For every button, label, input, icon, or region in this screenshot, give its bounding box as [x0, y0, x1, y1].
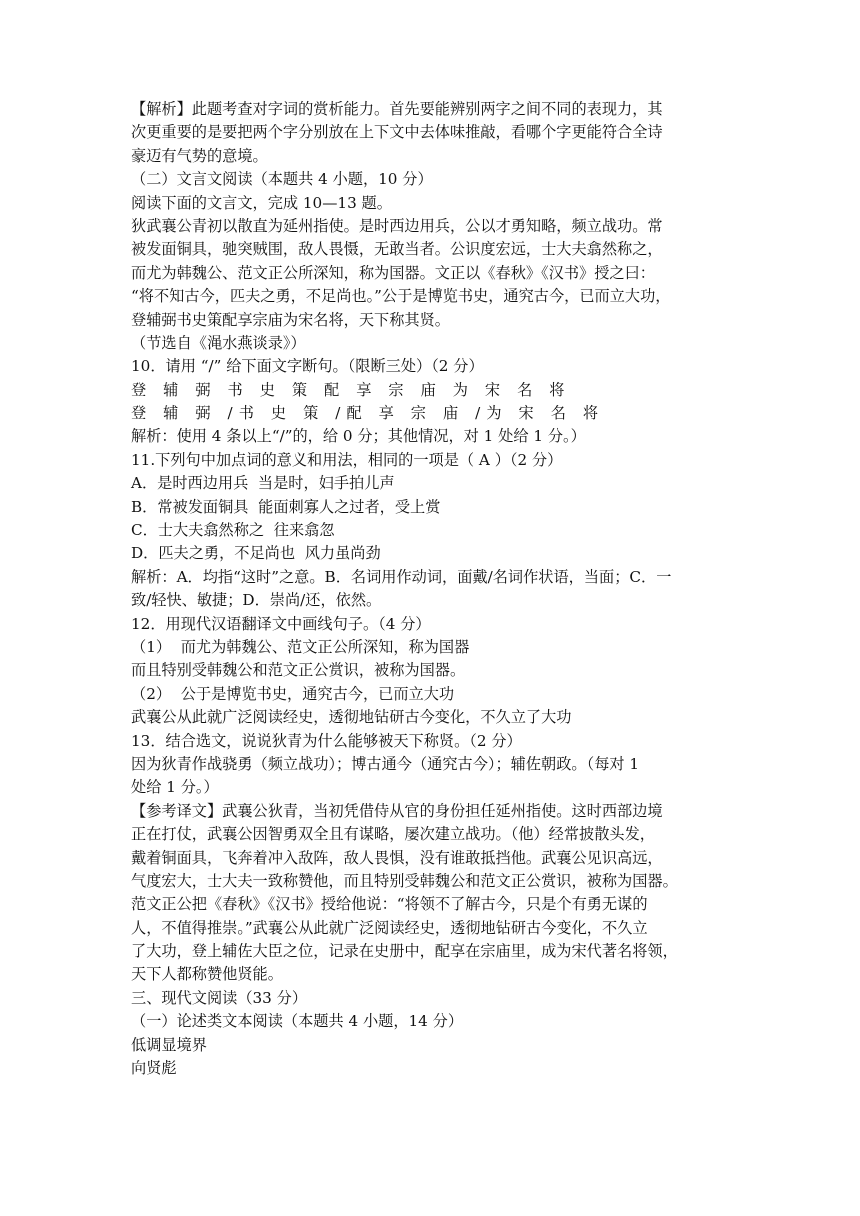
passage-line: 登辅弼书史策配享宗庙为宋名将，天下称其贤。 [131, 310, 450, 329]
section-heading: （二）文言文阅读（本题共 4 小题，10 分） [131, 170, 433, 189]
analysis-line: 解析：A．均指“这时”之意。B．名词用作动词，面戴/名词作状语，当面；C．一 [131, 567, 672, 586]
text-line: 豪迈有气势的意境。 [131, 146, 268, 165]
option-a: A．是时西边用兵 当是时，妇手拍儿声 [131, 474, 395, 493]
text-line: 阅读下面的文言文，完成 10—13 题。 [131, 193, 392, 212]
source-note: （节选自《渑水燕谈录》） [131, 333, 306, 352]
question-12: 12．用现代汉语翻译文中画线句子。（4 分） [131, 614, 431, 633]
question-11: 11.下列句中加点词的意义和用法，相同的一项是（ A ）（2 分） [131, 450, 563, 469]
section-heading: 三、现代文阅读（33 分） [131, 988, 308, 1007]
article-author: 向贤彪 [131, 1059, 177, 1078]
translation-line: 了大功，登上辅佐大臣之位，记录在史册中，配享在宗庙里，成为宋代著名将领， [131, 942, 678, 961]
text-line: 次更重要的是要把两个字分别放在上下文中去体味推敲，看哪个字更能符合全诗 [131, 123, 663, 142]
text-line: 【解析】此题考查对字词的赏析能力。首先要能辨别两字之间不同的表现力，其 [131, 100, 663, 118]
translation-line: 范文正公把《春秋》《汉书》授给他说：“将领不了解古今，只是个有勇无谋的 [131, 895, 648, 914]
article-title: 低调显境界 [131, 1035, 207, 1054]
passage-line: 狄武襄公青初以散直为延州指使。是时西边用兵，公以才勇知略，频立战功。常 [131, 216, 663, 235]
analysis-line: 解析：使用 4 条以上“/”的，给 0 分；其他情况，对 1 处给 1 分。） [131, 427, 586, 446]
translation-line: 气度宏大，士大夫一致称赞他，而且特别受韩魏公和范文正公赏识，被称为国器。 [131, 871, 678, 890]
translation-line: 人，不值得推崇。”武襄公从此就广泛阅读经史，透彻地钻研古今变化，不久立 [131, 918, 648, 937]
document-page [131, 98, 739, 1080]
translation-line: 天下人都称赞他贤能。 [131, 965, 283, 984]
answer-line: 而且特别受韩魏公和范文正公赏识，被称为国器。 [131, 661, 466, 680]
question-10: 10．请用 “/” 给下面文字断句。（限断三处）（2 分） [131, 357, 484, 376]
passage-line: 被发面铜具，驰突贼围，敌人畏慑，无敢当者。公识度宏远，士大夫翕然称之， [131, 240, 663, 259]
question-10-text: 登 辅 弼 书 史 策 配 享 宗 庙 为 宋 名 将 [131, 380, 571, 399]
question-12-item-2: （2） 公于是博览书史，通究古今，已而立大功 [131, 684, 455, 703]
answer-line: 因为狄青作战骁勇（频立战功）；博古通今（通究古今）；辅佐朝政。（每对 1 [131, 754, 640, 773]
analysis-line: 致/轻快、敏捷；D．崇尚/还，依然。 [131, 591, 382, 610]
answer-line: 武襄公从此就广泛阅读经史，透彻地钻研古今变化，不久立了大功 [131, 708, 572, 727]
subsection-heading: （一）论述类文本阅读（本题共 4 小题，14 分） [131, 1012, 464, 1031]
answer-line: 处给 1 分。） [131, 778, 219, 797]
passage-line: 而尤为韩魏公、范文正公所深知，称为国器。文正以《春秋》《汉书》授之曰： [131, 263, 655, 282]
question-12-item-1: （1） 而尤为韩魏公、范文正公所深知，称为国器 [131, 637, 470, 656]
option-b: B．常被发面铜具 能面刺寡人之过者，受上赏 [131, 497, 441, 516]
question-10-answer: 登 辅 弼 /书 史 策 /配 享 宗 庙 /为 宋 名 将 [131, 404, 605, 423]
question-13: 13．结合选文，说说狄青为什么能够被天下称贤。（2 分） [131, 731, 522, 750]
translation-line: 戴着铜面具，飞奔着冲入敌阵，敌人畏惧，没有谁敢抵挡他。武襄公见识高远， [131, 848, 663, 867]
translation-line: 正在打仗，武襄公因智勇双全且有谋略，屡次建立战功。（他）经常披散头发， [131, 825, 655, 844]
translation-line: 【参考译文】武襄公狄青，当初凭借侍从官的身份担任延州指使。这时西部边境 [131, 801, 663, 820]
option-d: D．匹夫之勇，不足尚也 风力虽尚劲 [131, 544, 381, 563]
passage-line: “将不知古今，匹夫之勇，不足尚也。”公于是博览书史，通究古今，已而立大功， [131, 287, 671, 306]
option-c: C．士大夫翕然称之 往来翕忽 [131, 521, 335, 540]
